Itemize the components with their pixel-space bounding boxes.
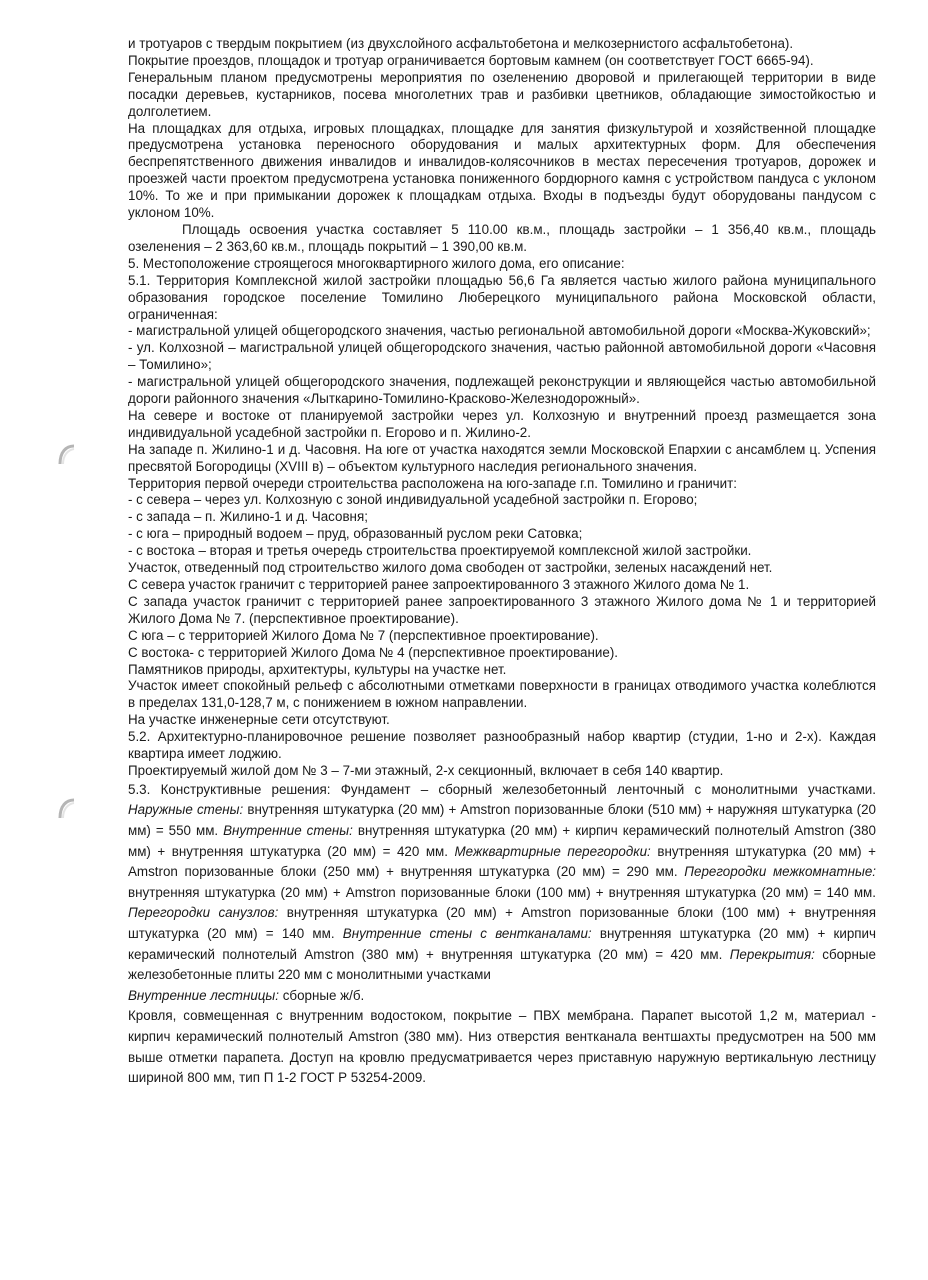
document-page (128, 36, 876, 1089)
paragraph-architecture: 5.2. Архитектурно-планировочное решение позволяет разнообразный набор квартир (студии, 1-но и 2-х). Каждая квартира имеет лоджию. (128, 729, 876, 762)
text-room-partitions: внутренняя штукатурка (20 мм) + Amstron поризованные блоки (100 мм) + внутренняя штукатурка (20 мм) = 140 мм. (128, 884, 876, 900)
list-item-border: - с севера – через ул. Колхозную с зоной индивидуальной усадебной застройки п. Егорово; (128, 492, 698, 508)
list-item-border: - с юга – природный водоем – пруд, образованный руслом реки Сатовка; (128, 526, 583, 542)
paragraph-structural-solutions (128, 780, 876, 1007)
text-stairs: сборные ж/б. (282, 987, 365, 1003)
paragraph-north-east: На севере и востоке от планируемой застройки через ул. Колхозную и внутренний проезд размещается зона индивидуальной усадебной застройки п. Егорово и п. Жилино-2. (128, 407, 876, 440)
label-inner-walls: Внутренние стены: (223, 823, 353, 839)
paragraph-relief: Участок имеет спокойный рельеф с абсолютными отметками поверхности в границах отводимого участка колеблются в пределах 131,0-128,7 м, с понижением в южном направлении. (128, 678, 876, 711)
paragraph-south-border: С юга – с территорией Жилого Дома № 7 (перспективное проектирование). (128, 627, 599, 643)
paragraph-site-free: Участок, отведенный под строительство жилого дома свободен от застройки, зеленых насаждений нет. (128, 560, 773, 576)
paragraph-roof: Кровля, совмещенная с внутренним водостоком, покрытие – ПВХ мембрана. Парапет высотой 1,2 м, материал - кирпич керамический полнотелый Amstron (380 мм). Низ отверстия вентканала вентшахты предусмотрен на 500 мм выше отметки парапета. Доступ на кровлю предусматривается через приставную наружную вертикальную лестницу шириной 800 мм, тип П 1-2 ГОСТ Р 53254-2009. (128, 1008, 876, 1086)
paragraph-first-stage: Территория первой очереди строительства расположена на юго-западе г.п. Томилино и граничит: (128, 475, 737, 491)
text-outer-walls: внутренняя штукатурка (20 мм) + Amstron поризованные блоки (510 мм) + наружняя штукатурка (20 мм) = 550 мм. (128, 802, 876, 839)
paragraph-monuments: Памятников природы, архитектуры, культуры на участке нет. (128, 661, 507, 677)
list-item-border: - с востока – вторая и третья очередь строительства проектируемой комплексной жилой застройки. (128, 543, 752, 559)
paragraph-north-border: С севера участок граничит с территорией ранее запроектированного 3 этажного Жилого дома № 1. (128, 577, 750, 592)
text-vent-walls: внутренняя штукатурка (20 мм) + кирпич керамический полнотелый Amstron (380 мм) + внутренняя штукатурка (20 мм) = 420 мм. (128, 926, 876, 962)
paragraph-west-border: С запада участок граничит с территорией ранее запроектированного 3 этажного Жилого дома № 1 и территорией Жилого Дома № 7. (перспективное проектирование). (128, 593, 876, 626)
paragraph-west-south: На западе п. Жилино-1 и д. Часовня. На юге от участка находятся земли Московской Епархии с ансамблем ц. Успения пресвятой Богородицы (XVIII в) – объектом культурного наследия регионального значения. (128, 441, 876, 474)
paragraph-playgrounds-accessibility: На площадках для отдыха, игровых площадках, площадке для занятия физкультурой и хозяйственной площадке предусмотрена установка переносного оборудования и малых архитектурных форм. Для обеспечения беспрепятственного движения инвалидов и инвалидов-колясочников в местах пересечения тротуаров, дорожек и проезжей части проектом предусмотрена установка пониженного бордюрного камня с устройством пандуса с уклоном 10%. То же и при примыкании дорожек к площадкам отдыха. Входы в подъезды будут оборудованы пандусом с уклоном 10%. (128, 120, 876, 221)
text-apartment-partitions: внутренняя штукатурка (20 мм) + Amstron поризованные блоки (250 мм) + внутренняя штукатурка (20 мм) = 290 мм. (128, 843, 876, 880)
paragraph-utilities: На участке инженерные сети отсутствуют. (128, 712, 390, 728)
text-inner-walls: внутренняя штукатурка (20 мм) + кирпич керамический полнотелый Amstron (380 мм) + внутренняя штукатурка (20 мм) = 420 мм. (128, 823, 876, 859)
list-item-boundary: - ул. Колхозной – магистральной улицей общегородского значения, частью районной автомобильной дороги «Часовня – Томилино»; (128, 340, 876, 373)
list-item-boundary: - магистральной улицей общегородского значения, подлежащей реконструкции и являющейся частью автомобильной дороги районного значения «Лыткарино-Томилино-Красково-Железнодорожный». (128, 374, 876, 407)
label-vent-walls: Внутренние стены с вентканалами: (342, 926, 592, 942)
label-floors: Перекрытия: (729, 946, 815, 962)
structural-intro: 5.3. Конструктивные решения: Фундамент – сборный железобетонный ленточный с монолитными участками. (128, 781, 876, 797)
punch-hole-icon (58, 798, 76, 820)
paragraph-pavement-types: и тротуаров с твердым покрытием (из двухслойного асфальтобетона и мелкозернистого асфальтобетона). (128, 36, 794, 51)
section-heading-location: 5. Местоположение строящегося многоквартирного жилого дома, его описание: (128, 255, 625, 271)
paragraph-territory: 5.1. Территория Комплексной жилой застройки площадью 56,6 Га является частью жилого района муниципального образования городское поселение Томилино Люберецкого муниципального района Московской области, ограниченная: (128, 272, 876, 322)
list-item-boundary: - магистральной улицей общегородского значения, частью региональной автомобильной дороги «Москва-Жуковский»; (128, 323, 871, 339)
label-outer-walls: Наружные стены: (128, 802, 244, 818)
label-stairs: Внутренние лестницы: (128, 987, 279, 1003)
paragraph-landscaping: Генеральным планом предусмотрены мероприятия по озеленению дворовой и прилегающей территории в виде посадки деревьев, кустарников, посева многолетних трав и разбивки цветников, обладающие зимостойкостью и долголетием. (128, 69, 876, 119)
paragraph-building-info: Проектируемый жилой дом № 3 – 7-ми этажный, 2-х секционный, включает в себя 140 квартир. (128, 762, 724, 778)
label-room-partitions: Перегородки межкомнатные: (684, 864, 876, 880)
paragraph-east-border: С востока- с территорией Жилого Дома № 4 (перспективное проектирование). (128, 644, 619, 660)
list-item-border: - с запада – п. Жилино-1 и д. Часовня; (128, 509, 368, 525)
punch-hole-icon (58, 444, 76, 466)
text-bathroom-partitions: внутренняя штукатурка (20 мм) + Amstron поризованные блоки (100 мм) + внутренняя штукатурка (20 мм) = 140 мм. (128, 905, 876, 942)
text-floors: сборные железобетонные плиты 220 мм с монолитными участками (128, 946, 876, 983)
paragraph-curb-stone: Покрытие проездов, площадок и тротуар ограничивается бортовым камнем (он соответствует ГОСТ 6665-94). (128, 52, 814, 68)
label-apartment-partitions: Межквартирные перегородки: (454, 843, 651, 859)
label-bathroom-partitions: Перегородки санузлов: (128, 905, 279, 921)
paragraph-site-areas: Площадь освоения участка составляет 5 110.00 кв.м., площадь застройки – 1 356,40 кв.м., площадь озеленения – 2 363,60 кв.м., площадь покрытий – 1 390,00 кв.м. (128, 221, 876, 254)
